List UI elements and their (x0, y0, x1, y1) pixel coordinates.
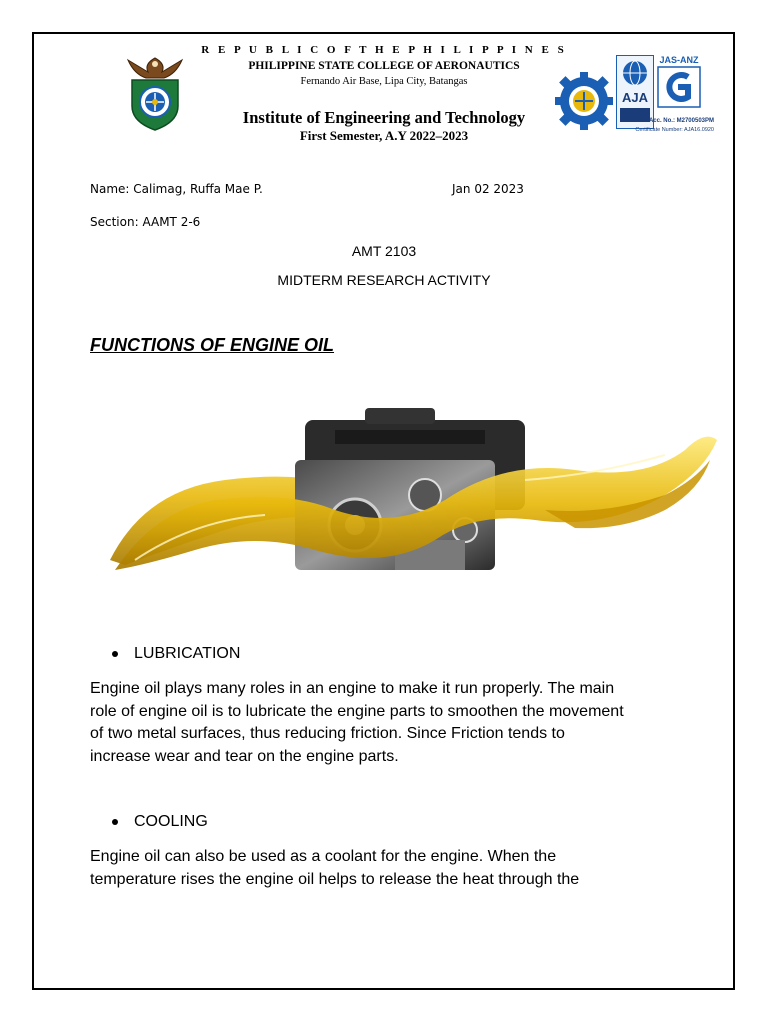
bullet-icon (112, 819, 118, 825)
section-paragraph-cooling (90, 846, 700, 891)
paragraph-line: Engine oil plays many roles in an engine to make it run properly. The main (90, 680, 615, 697)
paragraph-line: Engine oil can also be used as a coolant for the engine. When the (90, 848, 557, 865)
jas-anz-title: JAS-ANZ (659, 55, 699, 65)
student-section: Section: AAMT 2-6 (90, 215, 201, 229)
activity-title: MIDTERM RESEARCH ACTIVITY (277, 272, 491, 288)
submission-date: Jan 02 2023 (452, 182, 524, 196)
paragraph-line: temperature rises the engine oil helps to release the heat through the (90, 870, 580, 888)
paragraph-line: of two metal surfaces, thus reducing friction. Since Friction tends to (90, 725, 565, 742)
header-address: Fernando Air Base, Lipa City, Batangas (300, 76, 468, 87)
cert-number: Certificate Number: AJA16.0920 (635, 127, 714, 133)
course-code: AMT 2103 (351, 243, 417, 259)
paragraph-line: increase wear and tear on the engine parts. (90, 747, 399, 765)
header-institute: Institute of Engineering and Technology (242, 108, 526, 127)
engine-oil-illustration (105, 400, 725, 590)
header-semester: First Semester, A.Y 2022–2023 (299, 128, 469, 143)
section-heading-lubrication (112, 645, 240, 663)
header-republic: R E P U B L I C O F T H E P H I L I P P I N E S (201, 44, 567, 56)
header-college-name: PHILIPPINE STATE COLLEGE OF AERONAUTICS (248, 60, 520, 72)
paragraph-line: role of engine oil is to lubricate the engine parts to smoothen the movement (90, 702, 624, 720)
aja-label: AJA (621, 90, 648, 105)
student-name: Name: Calimag, Ruffa Mae P. (90, 182, 263, 196)
section-paragraph-lubrication (90, 678, 700, 768)
acc-number: Acc. No.: M2700503PM (648, 118, 714, 124)
section-heading-cooling (112, 813, 208, 831)
section-heading-label: LUBRICATION (134, 645, 241, 662)
document-title: FUNCTIONS OF ENGINE OIL (90, 335, 335, 355)
section-heading-label: COOLING (134, 813, 208, 830)
bullet-icon (112, 651, 118, 657)
